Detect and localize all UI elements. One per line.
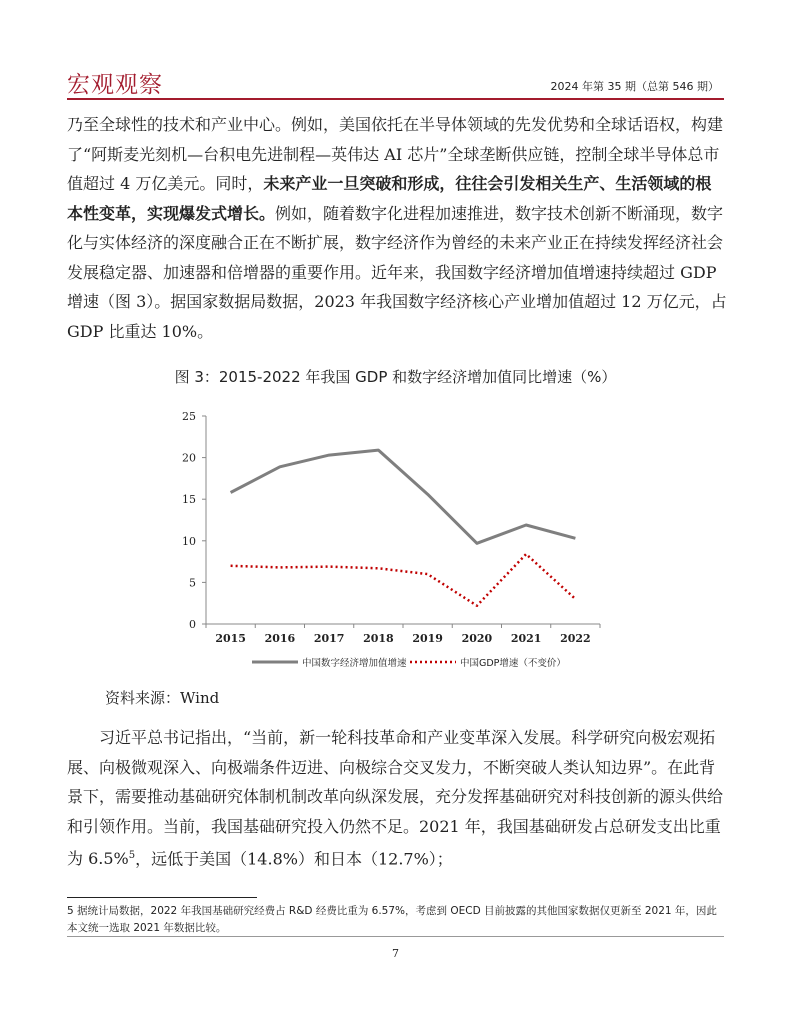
y-tick-label: 15 [182, 493, 196, 507]
y-tick-label: 5 [189, 576, 196, 590]
footnote-rule [67, 897, 257, 898]
x-tick-label: 2021 [510, 632, 542, 645]
para2-text-2: ，远低于美国（14.8%）和日本（12.7%）； [135, 849, 453, 869]
x-tick-label: 2015 [215, 632, 246, 645]
y-tick-label: 25 [182, 410, 196, 423]
series-line-1 [231, 554, 576, 606]
y-tick-label: 20 [182, 451, 196, 465]
body-paragraph-2 [67, 723, 727, 874]
header-rule [67, 98, 724, 100]
x-tick-label: 2018 [363, 632, 394, 645]
legend-label-0: 中国数字经济增加值增速 [302, 658, 407, 669]
header-title: 宏观观察 [67, 72, 163, 98]
legend-label-1: 中国GDP增速（不变价） [460, 658, 566, 669]
x-tick-label: 2016 [264, 632, 296, 645]
figure-title: 图 3：2015-2022 年我国 GDP 和数字经济增加值同比增速（%） [174, 368, 617, 386]
y-tick-label: 10 [182, 534, 196, 548]
line-chart [160, 400, 620, 682]
bottom-rule [67, 936, 724, 937]
para1-text-1: 乃至全球性的技术和产业中心。例如，美国依托在半导体领域的先发优势和全球话语权，构建了“阿斯麦光刻机—台积电先进制程—英伟达 AI 芯片”全球垄断供应链，控制全球半导体总市值超过 4 万亿美元。同时， [67, 115, 724, 193]
footnote: 5 据统计局数据，2022 年我国基础研究经费占 R&D 经费比重为 6.57%，考虑到 OECD 目前披露的其他国家数据仅更新至 2021 年，因此本文统一选取 2021 年数据比较。 [67, 905, 717, 934]
x-tick-label: 2022 [560, 632, 591, 645]
x-tick-label: 2019 [412, 632, 443, 645]
para1-bold-text: 未来产业一旦突破和形成，往往会引发相关生产、生活领域的根本性变革，实现爆发式增长。 [67, 174, 712, 223]
x-tick-label: 2017 [313, 632, 345, 645]
body-paragraph-1 [67, 110, 727, 346]
para2-text-1: 习近平总书记指出，“当前，新一轮科技革命和产业变革深入发展。科学研究向极宏观拓展、向极微观深入、向极端条件迈进、向极综合交叉发力，不断突破人类认知边界”。在此背景下，需要推动基础研究体制机制改革向纵深发展，充分发挥基础研究对科技创新的源头供给和引领作用。当前，我国基础研究投入仍然不足。2021 年，我国基础研发占总研发支出比重为 6.5% [67, 728, 724, 869]
header-issue: 2024 年第 35 期（总第 546 期） [550, 80, 719, 93]
footnote-ref[interactable]: 5 [128, 850, 136, 861]
figure-source: 资料来源：Wind [105, 689, 220, 707]
x-tick-label: 2020 [461, 632, 493, 645]
series-line-0 [231, 450, 576, 543]
y-tick-label: 0 [189, 618, 196, 631]
page-number: 7 [392, 947, 399, 960]
para1-text-2: 例如，随着数字化进程加速推进，数字技术创新不断涌现，数字化与实体经济的深度融合正在不断扩展，数字经济作为曾经的未来产业正在持续发挥经济社会发展稳定器、加速器和倍增器的重要作用。近年来，我国数字经济增加值增速持续超过 GDP 增速（图 3）。据国家数据局数据，2023 年我国数字经济核心产业增加值超过 12 万亿元，占 GDP 比重达 10%。 [67, 203, 727, 341]
